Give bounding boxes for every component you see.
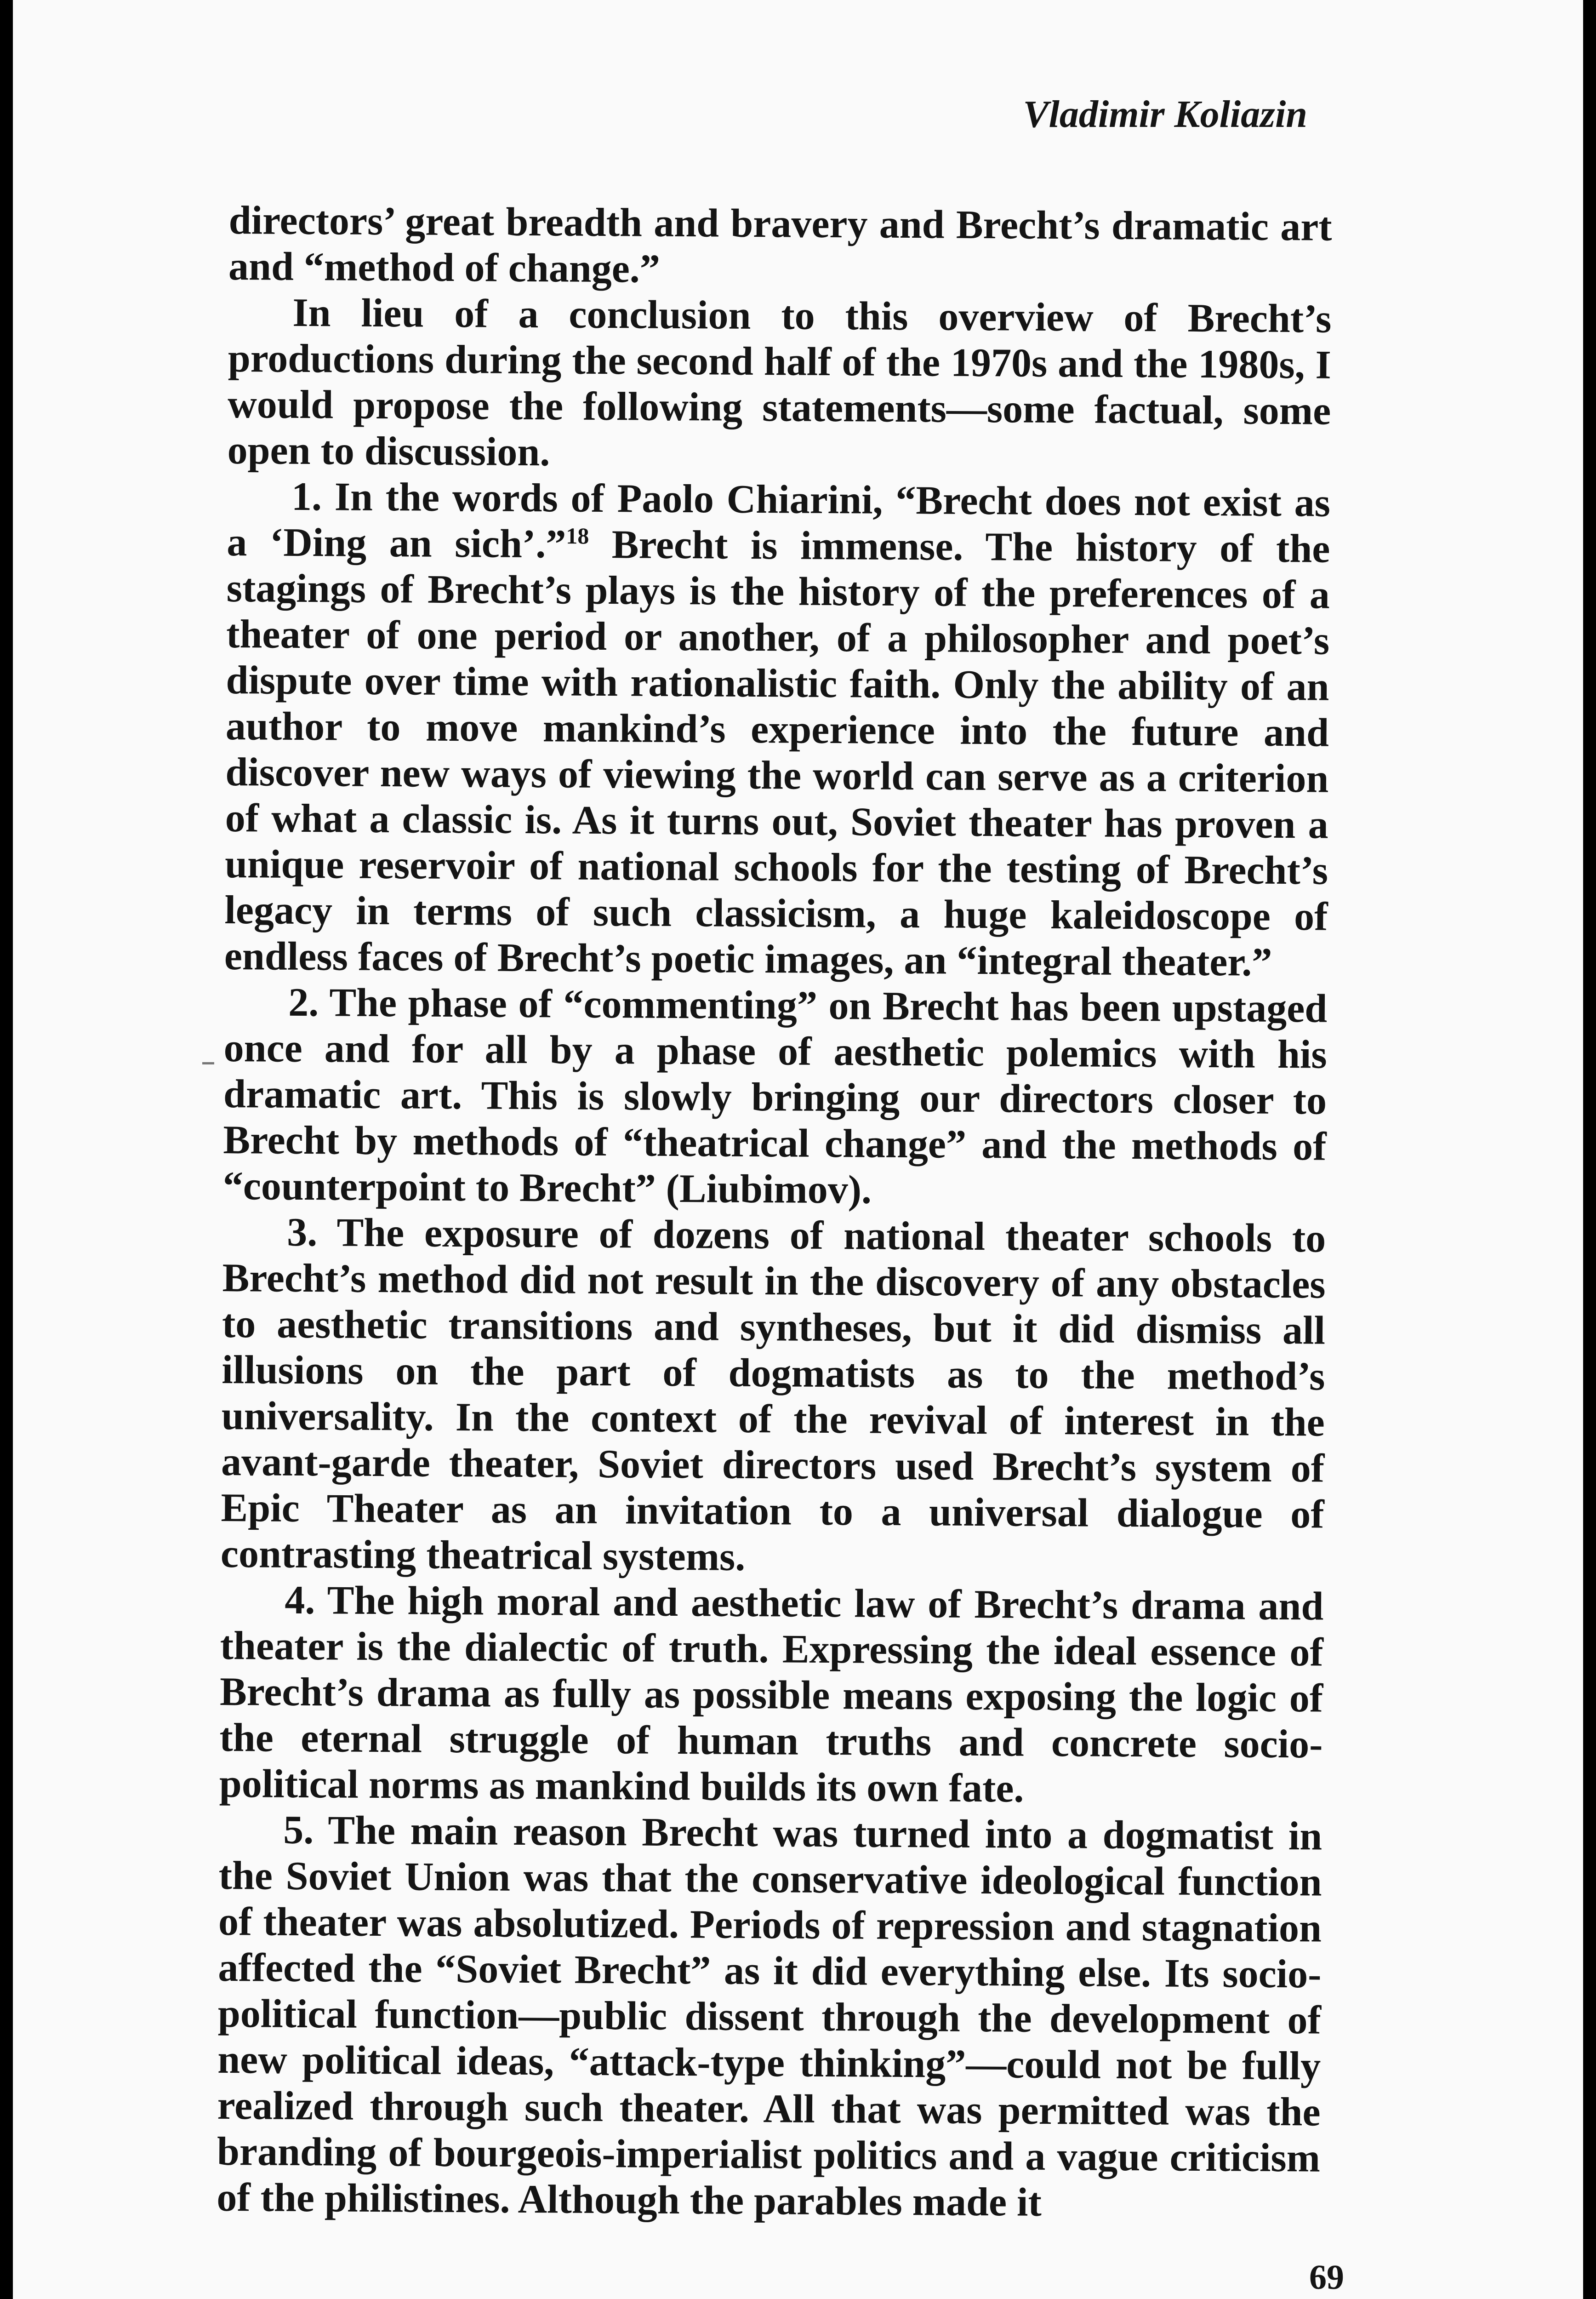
statement-1-quote: 1. In the words of Paolo Chiarini, “Brecht does not exist as a ‘Ding an sich’.” xyxy=(227,474,1331,567)
statement-1-body: Brecht is immense. The history of the stagings of Brecht’s plays is the history of the preferences of a theater of one period or another, of a philosopher and poet’s dispute over time with rationalistic faith. Only the ability of an author to move mankind’s experience into the future and discover new ways of viewing the world can serve as a criterion of what a classic is. As it turns out, Soviet theater has proven a unique reservoir of national schools for the testing of Brecht’s legacy in terms of such classicism, a huge kaleidoscope of endless faces of Brecht’s poetic images, an “integral theater.” xyxy=(224,522,1330,985)
paragraph-conclusion-intro: In lieu of a conclusion to this overview of Brecht’s productions during the second half of the 1970s and the 1980s, I would propose the following statements—some factual, some open to discussion. xyxy=(227,290,1332,475)
paragraph-statement-4: 4. The high moral and aesthetic law of Brecht’s drama and theater is the dialectic of truth. Expressing the ideal essence of Brecht’s drama as fully as possible means exposing the logic of the eternal struggle of human truths and concrete socio-political norms as mankind builds its own fate. xyxy=(219,1578,1324,1811)
running-head-author: Vladimir Koliazin xyxy=(1023,93,1307,136)
body-text xyxy=(217,198,1332,2228)
paragraph-continuation: directors’ great breadth and bravery and Brecht’s dramatic art and “method of change.” xyxy=(228,198,1332,292)
paragraph-statement-1 xyxy=(224,474,1331,986)
book-page xyxy=(13,0,1583,2299)
paragraph-statement-2: 2. The phase of “commenting” on Brecht has been upstaged once and for all by a phase of aesthetic polemics with his dramatic art. This is slowly bringing our directors closer to Brecht by methods of “theatrical change” and the methods of “counterpoint to Brecht” (Liubimov). xyxy=(222,980,1328,1212)
page-number: 69 xyxy=(1309,2258,1344,2297)
footnote-reference: 18 xyxy=(566,523,589,549)
margin-mark xyxy=(202,1062,214,1064)
paragraph-statement-3: 3. The exposure of dozens of national theater schools to Brecht’s method did not result in the discovery of any obstacles to aesthetic transitions and syntheses, but it did dismiss all illusions on the part of dogmatists as to the method’s universality. In the context of the revival of interest in the avant-garde theater, Soviet directors used Brecht’s system of Epic Theater as an invitation to a universal dialogue of contrasting theatrical systems. xyxy=(220,1210,1326,1579)
paragraph-statement-5: 5. The main reason Brecht was turned into a dogmatist in the Soviet Union was that the conservative ideological function of theater was absolutized. Periods of repression and stagnation affected the “Soviet Brecht” as it did everything else. Its socio-political function—public dissent through the development of new political ideas, “attack-type thinking”—could not be fully realized through such theater. All that was permitted was the branding of bourgeois-imperialist politics and a vague criticism of the philistines. Although the parables made it xyxy=(217,1807,1322,2225)
